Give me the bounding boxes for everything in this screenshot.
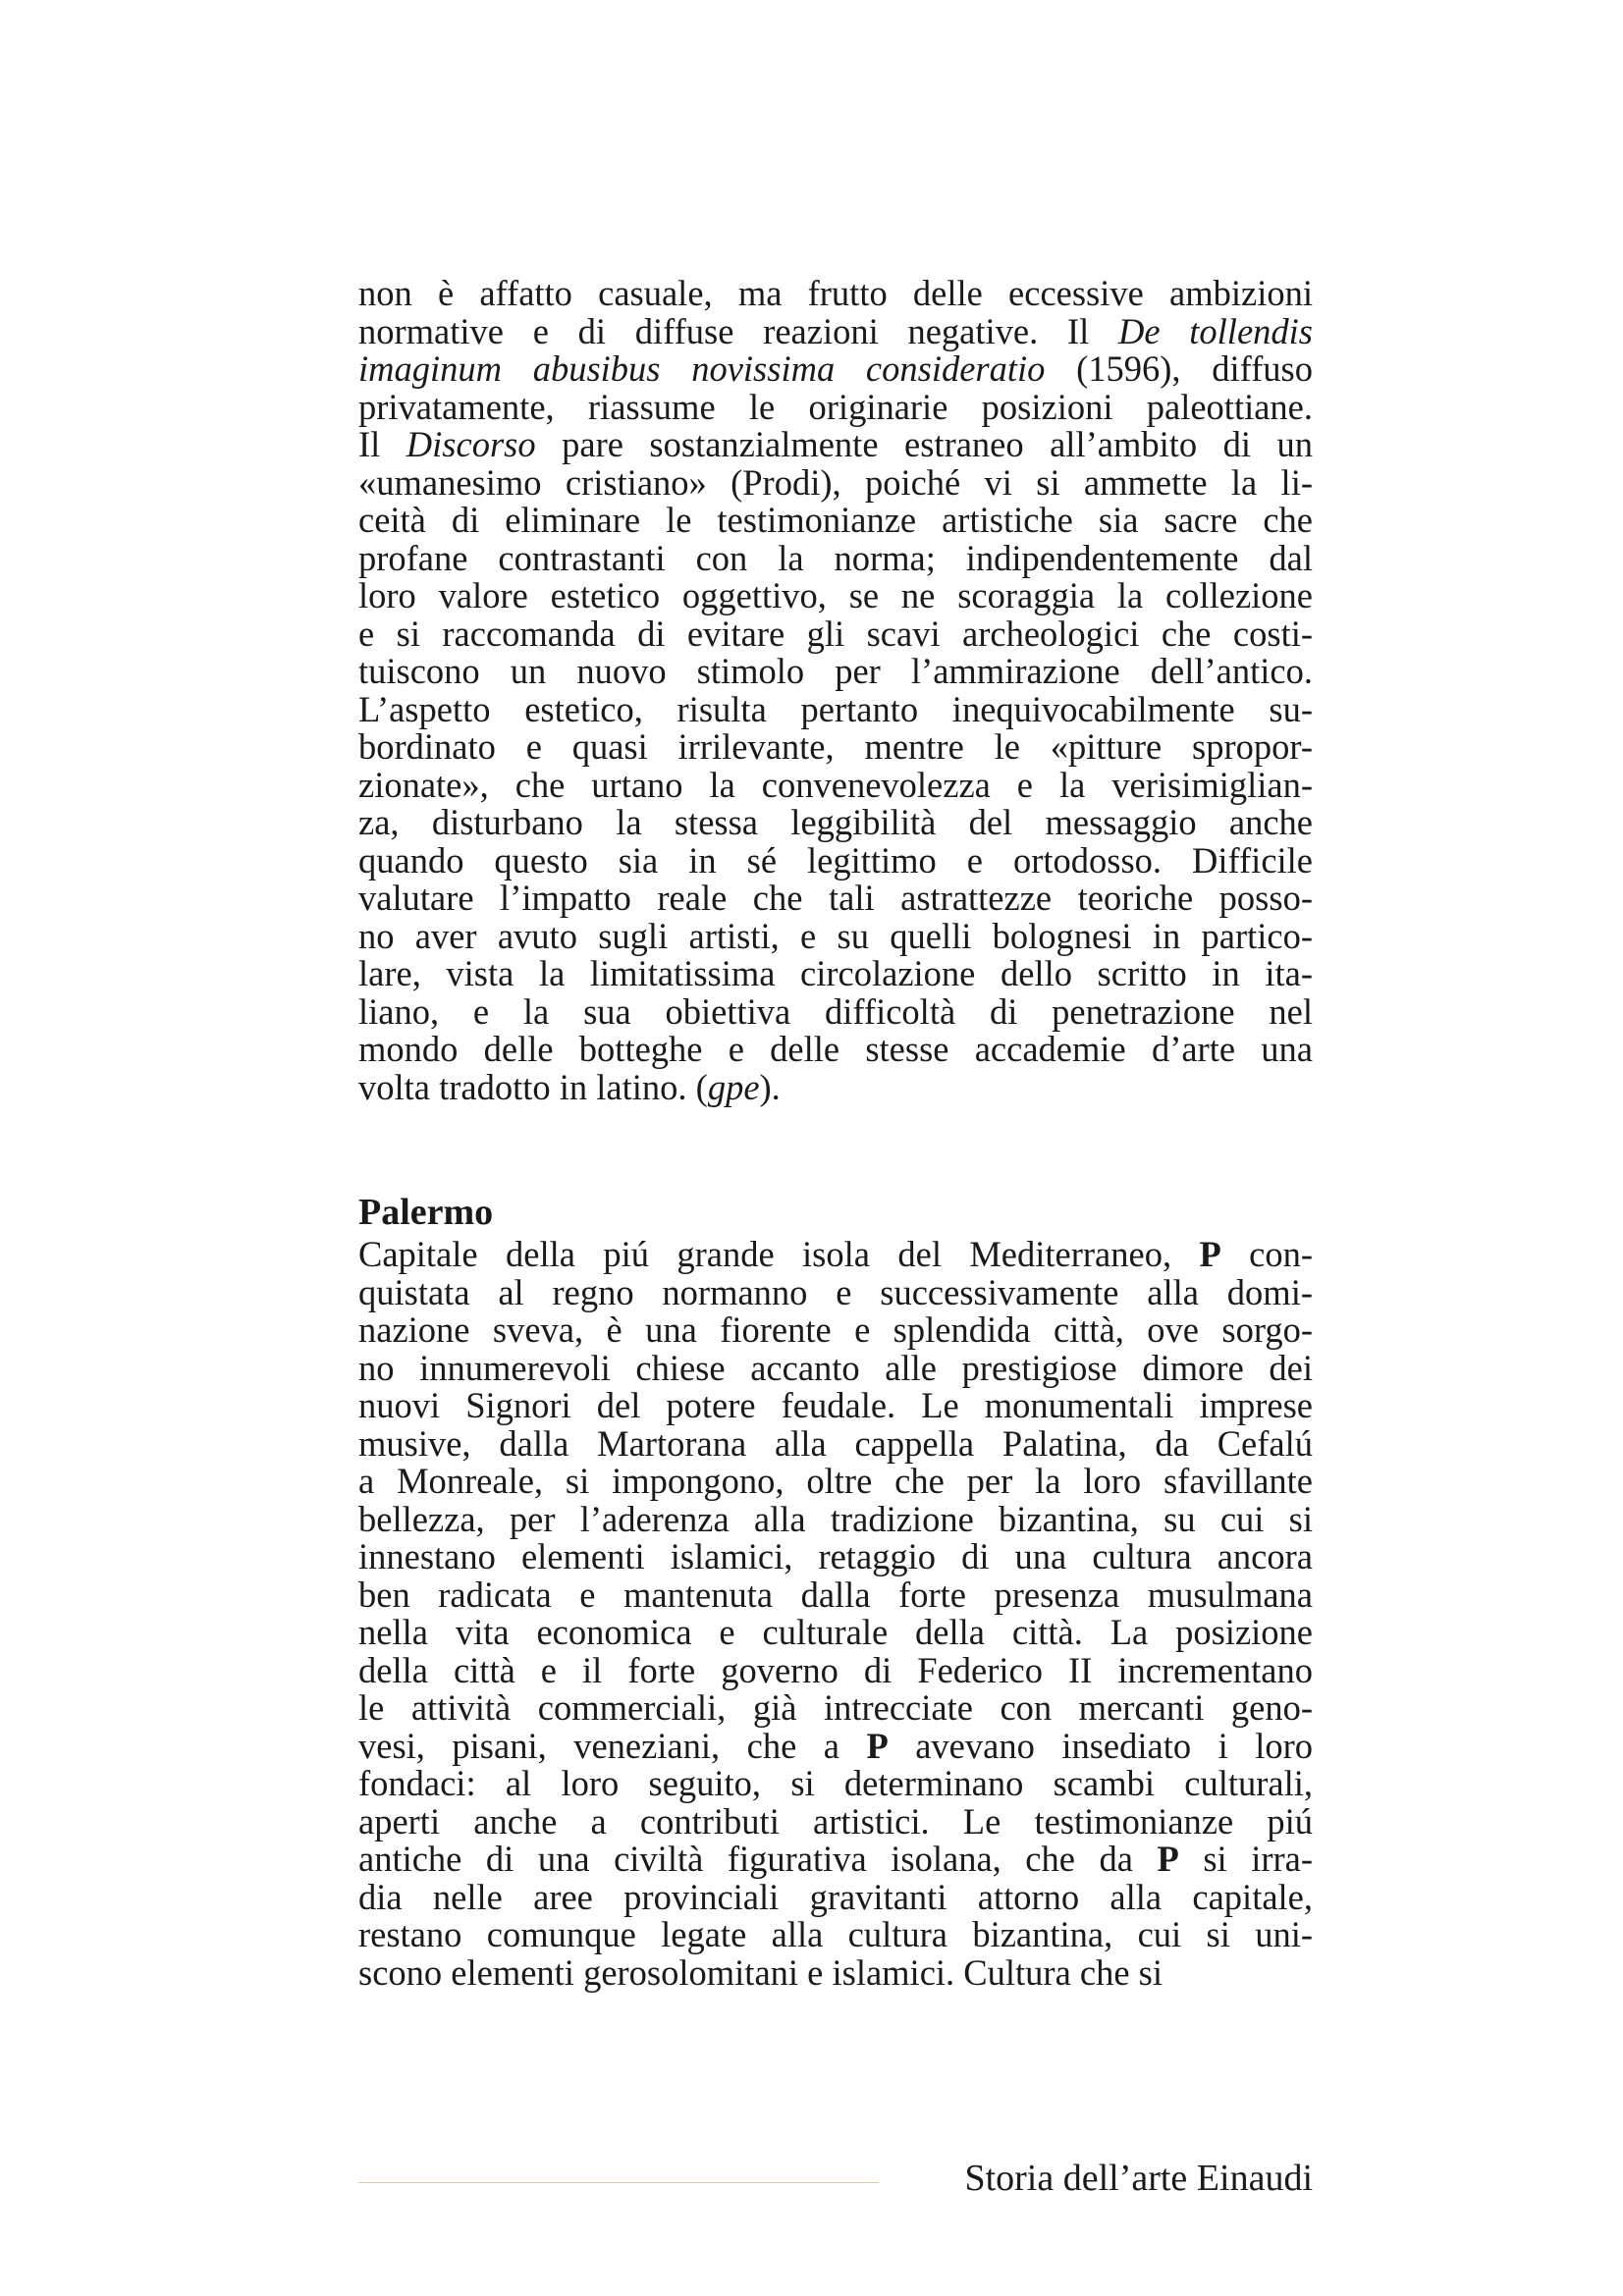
text-line — [358, 1311, 1313, 1350]
text-line — [358, 764, 1313, 805]
text-run: scono elementi gerosolomitani e islamici. Cultura che si — [358, 1951, 1163, 1993]
text-line — [358, 1649, 1313, 1690]
text-line — [358, 1916, 1313, 1954]
italic-title-run: gpe — [707, 1066, 760, 1107]
text-line — [358, 1725, 1313, 1766]
italic-title-run: De tollendis — [1117, 310, 1313, 351]
footer-rule — [358, 2182, 879, 2183]
text-run: «umanesimo cristiano» (Prodi), poiché vi si ammette la li- — [358, 461, 1313, 503]
text-run: Il — [358, 424, 406, 464]
text-line — [358, 1951, 1313, 1993]
text-run: pare sostanzialmente estraneo all’ambito di un — [535, 424, 1313, 464]
text-run: privatamente, riassume le originarie posizioni paleottiane. — [358, 386, 1313, 427]
text-line — [358, 461, 1313, 503]
text-line — [358, 1271, 1313, 1312]
text-run: Capitale della piú grande isola del Mediterraneo, — [358, 1234, 1200, 1274]
text-run: fondaci: al loro seguito, si determinano scambi culturali, — [358, 1763, 1313, 1803]
text-line — [358, 839, 1313, 881]
text-line — [358, 1765, 1313, 1803]
text-run: liano, e la sua obiettiva difficoltà di penetrazione nel — [358, 990, 1313, 1032]
text-run: bordinato e quasi irrilevante, mentre le «pitture spropor- — [358, 726, 1313, 767]
text-run: quando questo sia in sé legittimo e ortodosso. Difficile — [358, 839, 1313, 881]
text-run: valutare l’impatto reale che tali astrattezze teoriche posso- — [358, 878, 1313, 918]
bold-abbreviation-run: P — [866, 1725, 889, 1766]
text-run: profane contrastanti con la norma; indipendentemente dal — [358, 537, 1313, 578]
text-run: no innumerevoli chiese accanto alle prestigiose dimore dei — [358, 1347, 1313, 1388]
text-line — [358, 350, 1313, 389]
text-line — [358, 1498, 1313, 1539]
text-run: bellezza, per l’aderenza alla tradizione bizantina, su cui si — [358, 1498, 1313, 1539]
italic-title-run: Discorso — [406, 424, 536, 464]
text-line — [358, 1576, 1313, 1615]
text-line — [358, 1614, 1313, 1652]
text-run: aperti anche a contributi artistici. Le testimonianze piú — [358, 1800, 1313, 1842]
paragraph-palermo — [358, 1236, 1313, 1992]
text-run: volta tradotto in latino. ( — [358, 1066, 708, 1107]
text-run: e si raccomanda di evitare gli scavi archeologici che costi- — [358, 613, 1313, 654]
text-line — [358, 1800, 1313, 1842]
text-line — [358, 653, 1313, 691]
text-line — [358, 880, 1313, 918]
text-run: ben radicata e mantenuta dalla forte presenza musulmana — [358, 1574, 1313, 1615]
text-line — [358, 1422, 1313, 1464]
text-run: le attività commerciali, già intrecciate con mercanti geno- — [358, 1687, 1313, 1728]
text-run: innestano elementi islamici, retaggio di una cultura ancora — [358, 1536, 1313, 1576]
text-line — [358, 1347, 1313, 1388]
text-line — [358, 1031, 1313, 1069]
text-line — [358, 577, 1313, 615]
text-run: loro valore estetico oggettivo, se ne scoraggia la collezione — [358, 575, 1313, 615]
text-line — [358, 728, 1313, 767]
text-run: L’aspetto estetico, risulta pertanto inequivocabilmente su- — [358, 688, 1313, 729]
text-line — [358, 310, 1313, 351]
text-run: musive, dalla Martorana alla cappella Palatina, da Cefalú — [358, 1422, 1313, 1464]
text-run: restano comunque legate alla cultura bizantina, cui si uni- — [358, 1914, 1313, 1954]
text-run: lare, vista la limitatissima circolazione dello scritto in ita- — [358, 953, 1313, 993]
text-run: dia nelle aree provinciali gravitanti attorno alla capitale, — [358, 1876, 1313, 1917]
text-run: ceità di eliminare le testimonianze artistiche sia sacre che — [358, 500, 1313, 540]
text-run: nazione sveva, è una fiorente e splendida città, ove sorgo- — [358, 1309, 1313, 1350]
text-run: zionate», che urtano la convenevolezza e la verisimiglian- — [358, 764, 1313, 805]
text-line — [358, 955, 1313, 993]
text-line — [358, 915, 1313, 956]
text-line — [358, 1689, 1313, 1728]
text-line — [358, 502, 1313, 540]
text-line — [358, 275, 1313, 313]
text-run: a Monreale, si impongono, oltre che per la loro sfavillante — [358, 1461, 1313, 1501]
bold-abbreviation-run: P — [1199, 1234, 1221, 1274]
text-run: antiche di una civiltà figurativa isolana, che da — [358, 1839, 1158, 1879]
text-run: quistata al regno normanno e successivamente alla domi- — [358, 1271, 1313, 1312]
text-run: non è affatto casuale, ma frutto delle eccessive ambizioni — [358, 273, 1313, 313]
section-heading-palermo: Palermo — [358, 1192, 494, 1233]
text-run: avevano insediato i loro — [888, 1725, 1313, 1766]
italic-title-run: imaginum abusibus novissima consideratio — [358, 348, 1046, 389]
text-run: normative e di diffuse reazioni negative. Il — [358, 310, 1118, 351]
text-run: ). — [759, 1066, 781, 1107]
paragraph-paleotti-discorso — [358, 275, 1313, 1106]
text-run: nuovi Signori del potere feudale. Le monumentali imprese — [358, 1385, 1313, 1425]
text-line — [358, 688, 1313, 729]
text-run: con- — [1220, 1234, 1314, 1274]
text-run: (1596), diffuso — [1045, 348, 1313, 389]
text-run: mondo delle botteghe e delle stesse accademie d’arte una — [358, 1029, 1313, 1069]
text-line — [358, 990, 1313, 1032]
text-run: za, disturbano la stessa leggibilità del messaggio anche — [358, 802, 1313, 842]
text-run: della città e il forte governo di Federico II incrementano — [358, 1649, 1313, 1690]
text-line — [358, 1463, 1313, 1501]
text-line — [358, 1876, 1313, 1917]
text-line — [358, 615, 1313, 654]
text-line — [358, 1841, 1313, 1879]
footer-publication-title: Storia dell’arte Einaudi — [964, 2158, 1313, 2199]
text-line — [358, 386, 1313, 427]
text-run: no aver avuto sugli artisti, e su quelli bolognesi in partico- — [358, 915, 1313, 956]
text-line — [358, 426, 1313, 464]
text-line — [358, 804, 1313, 842]
text-line — [358, 1538, 1313, 1576]
bold-abbreviation-run: P — [1157, 1839, 1179, 1879]
text-line — [358, 537, 1313, 578]
text-run: si irra- — [1178, 1839, 1314, 1879]
text-run: vesi, pisani, veneziani, che a — [358, 1725, 867, 1766]
text-run: tuiscono un nuovo stimolo per l’ammirazione dell’antico. — [358, 651, 1313, 691]
text-line — [358, 1066, 1313, 1107]
text-run: nella vita economica e culturale della città. La posizione — [358, 1612, 1313, 1652]
text-line — [358, 1387, 1313, 1425]
text-line — [358, 1236, 1313, 1274]
